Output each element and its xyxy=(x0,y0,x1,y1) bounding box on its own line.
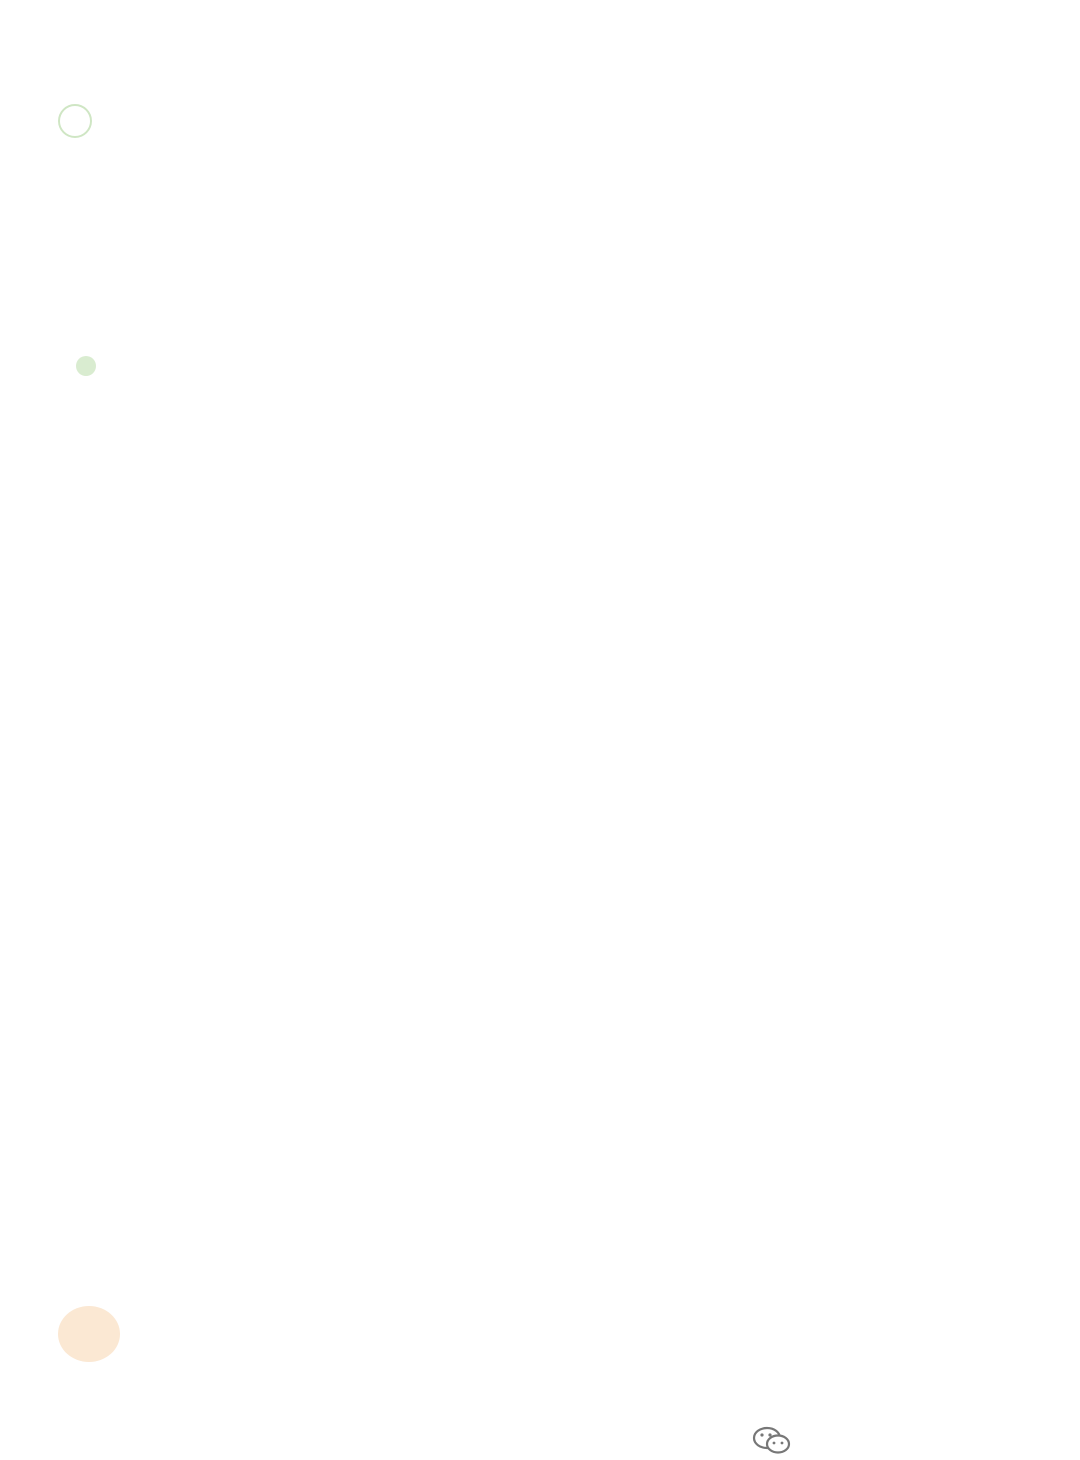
side-title xyxy=(54,100,104,380)
side-ring-decoration xyxy=(58,104,92,138)
page-number xyxy=(58,1306,120,1362)
side-dot-decoration xyxy=(76,356,96,376)
wechat-icon xyxy=(752,1425,792,1455)
watermark xyxy=(300,121,882,610)
wechat-footer xyxy=(752,1420,800,1460)
